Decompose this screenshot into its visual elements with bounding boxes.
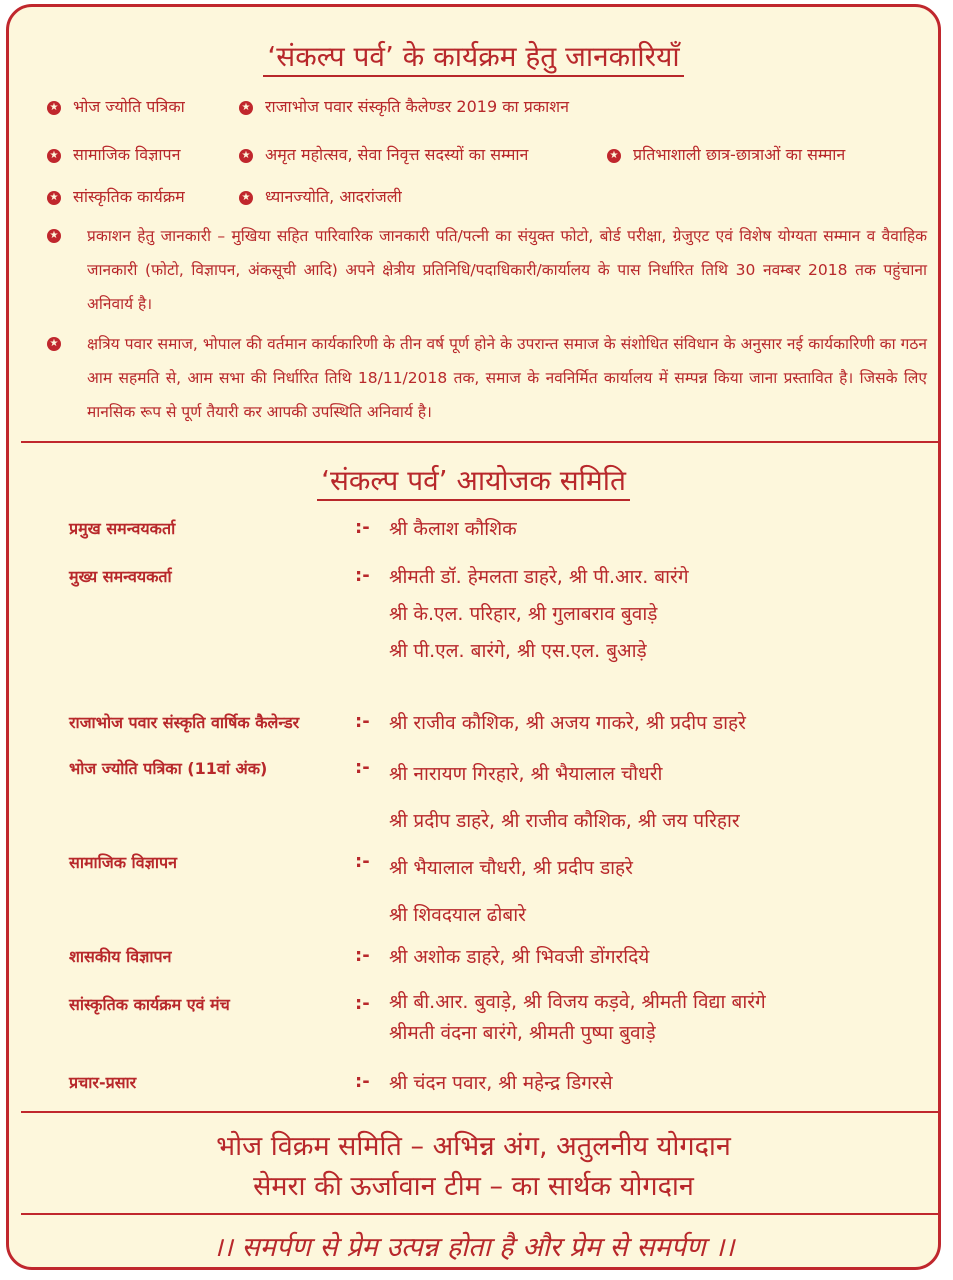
committee-role: भोज ज्योति पत्रिका (11वां अंक) (69, 759, 268, 778)
info-paragraph: ★ प्रकाशन हेतु जानकारी – मुखिया सहित पारिवारिक जानकारी पति/पत्नी का संयुक्त फोटो, बोर्ड परीक्षा, ग्रेजुएट एवं विशेष योग्यता सम्मान व वैवाहिक जानकारी (फोटो, विज्ञापन, अंकसूची आदि) अपने क्षेत्रीय प्रतिनिधि/पदाधिकारी/कार्यालय के पास निर्धारित तिथि 30 नवम्बर 2018 तक पहुंचाना अनिवार्य है। (47, 219, 927, 321)
footer-motto: ।। समर्पण से प्रेम उत्पन्न होता है और प्रेम से समर्पण ।। (212, 1232, 735, 1263)
committee-role: शासकीय विज्ञापन (69, 947, 172, 966)
star-icon: ★ (47, 149, 61, 163)
info-paragraph: ★ क्षत्रिय पवार समाज, भोपाल की वर्तमान कार्यकारिणी के तीन वर्ष पूर्ण होने के उपरान्त समाज के संशोधित संविधान के अनुसार नई कार्यकारिणी का गठन आम सहमति से, आम सभा की निर्धारित तिथि 18/11/2018 तक, समाज के नवनिर्मित कार्यालय में सम्पन्न किया जाना प्रस्तावित है। जिसके लिए मानसिक रूप से पूर्ण तैयारी कर आपकी उपस्थिति अनिवार्य है। (47, 327, 927, 429)
committee-role: सामाजिक विज्ञापन (69, 853, 177, 872)
committee-names: श्री अशोक डाहरे, श्री भिवजी डोंगरदिये (389, 946, 650, 968)
bullet-item: ★ सामाजिक विज्ञापन (47, 143, 180, 167)
section-divider (21, 441, 941, 443)
committee-separator: :- (355, 851, 370, 872)
committee-names: श्री नारायण गिरहारे, श्री भैयालाल चौधरी श्री प्रदीप डाहरे, श्री राजीव कौशिक, श्री जय परिहार (389, 763, 740, 832)
bullet-item: ★ ध्यानज्योति, आदरांजली (239, 185, 402, 209)
bullet-item: ★ सांस्कृतिक कार्यक्रम (47, 185, 185, 209)
committee-separator: :- (355, 945, 370, 966)
poster-frame (6, 4, 941, 1270)
committee-names: श्री कैलाश कौशिक (389, 518, 517, 540)
star-icon: ★ (47, 191, 61, 205)
committee-names: श्रीमती डॉ. हेमलता डाहरे, श्री पी.आर. बारंगे श्री के.एल. परिहार, श्री गुलाबराव बुवाड़े श्री पी.एल. बारंगे, श्री एस.एल. बुआड़े (389, 566, 689, 662)
star-icon: ★ (239, 101, 253, 115)
committee-separator: :- (355, 1071, 370, 1092)
committee-role: सांस्कृतिक कार्यक्रम एवं मंच (69, 995, 230, 1014)
section-divider (21, 1111, 941, 1113)
committee-separator: :- (355, 711, 370, 732)
committee-separator: :- (355, 757, 370, 778)
footer-line: भोज विक्रम समिति – अभिन्न अंग, अतुलनीय योगदान (216, 1131, 731, 1162)
committee-separator: :- (355, 565, 370, 586)
bullet-item: ★ अमृत महोत्सव, सेवा निवृत्त सदस्यों का सम्मान (239, 143, 528, 167)
committee-separator: :- (355, 993, 370, 1014)
committee-names: श्री राजीव कौशिक, श्री अजय गाकरे, श्री प्रदीप डाहरे (389, 712, 746, 734)
star-icon: ★ (239, 191, 253, 205)
section-divider (21, 1213, 941, 1215)
committee-names: श्री भैयालाल चौधरी, श्री प्रदीप डाहरे श्री शिवदयाल ढोबारे (389, 857, 633, 926)
committee-role: मुख्य समन्वयकर्ता (69, 567, 172, 586)
committee-role: राजाभोज पवार संस्कृति वार्षिक कैलेन्डर (69, 713, 300, 732)
bullet-item: ★ प्रतिभाशाली छात्र-छात्राओं का सम्मान (607, 143, 845, 167)
committee-names: श्री बी.आर. बुवाड़े, श्री विजय कड़वे, श्रीमती विद्या बारंगे श्रीमती वंदना बारंगे, श्रीमती पुष्पा बुवाड़े (389, 991, 766, 1044)
star-icon: ★ (239, 149, 253, 163)
footer-credits (9, 1127, 938, 1207)
committee-names: श्री चंदन पवार, श्री महेन्द्र डिगरसे (389, 1072, 613, 1094)
star-icon: ★ (47, 337, 61, 351)
committee-separator: :- (355, 517, 370, 538)
section-title-committee: ‘संकल्प पर्व’ आयोजक समिति (9, 461, 938, 499)
bullet-item: ★ राजाभोज पवार संस्कृति कैलेण्डर 2019 का प्रकाशन (239, 95, 569, 119)
footer-line: सेमरा की ऊर्जावान टीम – का सार्थक योगदान (253, 1171, 694, 1202)
section-title-info: ‘संकल्प पर्व’ के कार्यक्रम हेतु जानकारियाँ (9, 37, 938, 75)
committee-role: प्रमुख समन्वयकर्ता (69, 519, 176, 538)
bullet-item: ★ भोज ज्योति पत्रिका (47, 95, 185, 119)
star-icon: ★ (607, 149, 621, 163)
star-icon: ★ (47, 229, 61, 243)
committee-role: प्रचार-प्रसार (69, 1073, 137, 1092)
star-icon: ★ (47, 101, 61, 115)
